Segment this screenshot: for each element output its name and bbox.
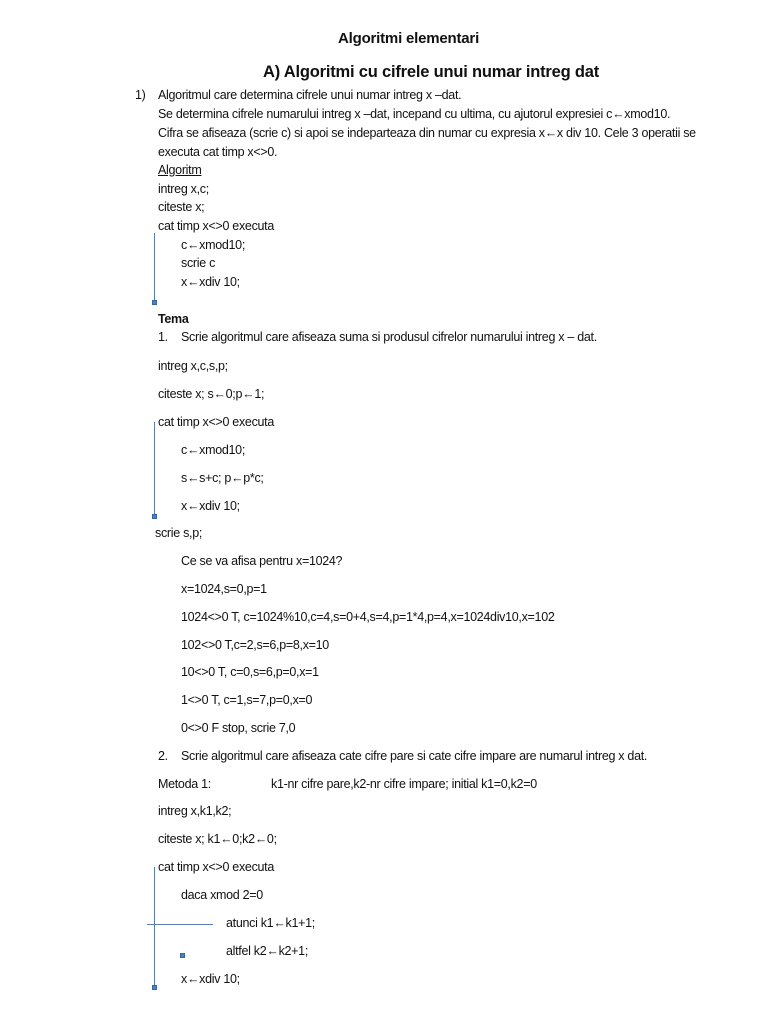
task1-number: 1. <box>158 330 168 344</box>
s1-loop-line-3: x←xdiv 10; <box>181 275 240 289</box>
page-title: Algoritmi elementari <box>338 30 480 47</box>
s1-code-line-1: intreg x,c; <box>158 182 209 196</box>
t1-trace-6: 0<>0 F stop, scrie 7,0 <box>181 721 296 735</box>
t2-last-line: x←xdiv 10; <box>181 972 240 986</box>
s1-code-line-3: cat timp x<>0 executa <box>158 219 274 233</box>
t1-trace-3: 102<>0 T,c=2,s=6,p=8,x=10 <box>181 638 329 652</box>
t1-loop-bracket <box>154 422 155 516</box>
s1-loop-line-2: scrie c <box>181 256 216 270</box>
t1-loop-line-3: x←xdiv 10; <box>181 499 240 513</box>
tema-label: Tema <box>158 312 189 326</box>
t1-trace-5: 1<>0 T, c=1,s=7,p=0,x=0 <box>181 693 313 707</box>
section1-line-2: Se determina cifrele numarului intreg x –dat, incepand cu ultima, cu ajutorul expresiei c←xmod10. <box>158 107 671 121</box>
s1-code-line-2: citeste x; <box>158 200 205 214</box>
s1-loop-line-1: c←xmod10; <box>181 238 245 252</box>
task1-text: Scrie algoritmul care afiseaza suma si produsul cifrelor numarului intreg x – dat. <box>181 330 597 344</box>
t2-else-line: altfel k2←k2+1; <box>226 944 309 958</box>
section1-number: 1) <box>135 88 146 102</box>
algoritm-label: Algoritm <box>158 163 202 177</box>
section-subtitle: A) Algoritmi cu cifrele unui numar intreg dat <box>263 63 600 81</box>
section1-line-3: Cifra se afiseaza (scrie c) si apoi se indeparteaza din numar cu expresia x←x div 10. Cele 3 operatii se <box>158 126 696 140</box>
t2-method-label: Metoda 1: <box>158 777 211 791</box>
t1-question: Ce se va afisa pentru x=1024? <box>181 554 343 568</box>
t1-loop-line-1: c←xmod10; <box>181 443 245 457</box>
section1-line-1: Algoritmul care determina cifrele unui numar intreg x –dat. <box>158 88 462 102</box>
s1-loop-bracket <box>154 233 155 303</box>
t2-code-line-3: cat timp x<>0 executa <box>158 860 274 874</box>
t1-code-line-3: cat timp x<>0 executa <box>158 415 274 429</box>
task2-number: 2. <box>158 749 168 763</box>
t2-then-line: atunci k1←k1+1; <box>226 916 315 930</box>
s1-loop-end-marker <box>152 300 157 305</box>
t2-loop-end-marker <box>152 985 157 990</box>
t2-if-end-marker <box>180 953 185 958</box>
t2-if-line: daca xmod 2=0 <box>181 888 263 902</box>
t2-if-branch-line <box>147 924 213 925</box>
t2-method-note: k1-nr cifre pare,k2-nr cifre impare; initial k1=0,k2=0 <box>271 777 537 791</box>
t1-code-line-1: intreg x,c,s,p; <box>158 359 228 373</box>
t1-loop-line-2: s←s+c; p←p*c; <box>181 471 264 485</box>
section1-line-4: executa cat timp x<>0. <box>158 145 278 159</box>
t2-code-line-2: citeste x; k1←0;k2←0; <box>158 832 277 846</box>
task2-text: Scrie algoritmul care afiseaza cate cifre pare si cate cifre impare are numarul intreg x dat. <box>181 749 648 763</box>
t1-code-line-2: citeste x; s←0;p←1; <box>158 387 265 401</box>
t2-code-line-1: intreg x,k1,k2; <box>158 804 232 818</box>
t1-trace-2: 1024<>0 T, c=1024%10,c=4,s=0+4,s=4,p=1*4,p=4,x=1024div10,x=102 <box>181 610 555 624</box>
t1-loop-end-marker <box>152 514 157 519</box>
t1-trace-1: x=1024,s=0,p=1 <box>181 582 267 596</box>
t2-loop-bracket <box>154 867 155 987</box>
t1-trace-4: 10<>0 T, c=0,s=6,p=0,x=1 <box>181 665 319 679</box>
t1-after-loop: scrie s,p; <box>155 526 203 540</box>
